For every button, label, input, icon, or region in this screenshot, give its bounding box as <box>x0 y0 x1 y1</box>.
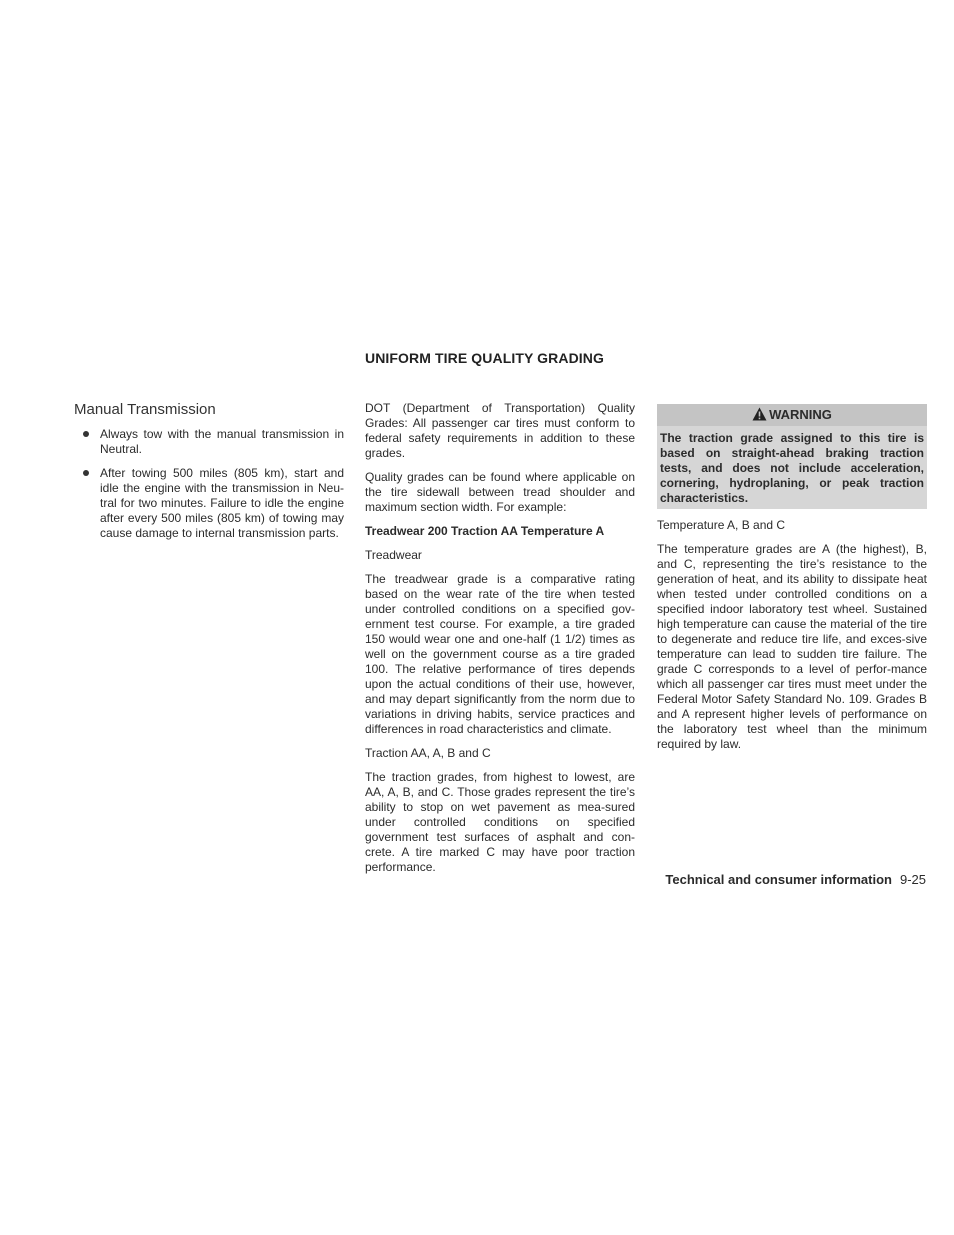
list-item-text: Always tow with the manual transmission in Neutral. <box>100 427 344 456</box>
utqg-location: Quality grades can be found where applicable on the tire sidewall between tread shoulder and maximum section width. For example: <box>365 470 635 514</box>
utqg-example: Treadwear 200 Traction AA Temperature A <box>365 524 605 538</box>
treadwear-text: The treadwear grade is a comparative rating based on the wear rate of the tire when tested under controlled conditions on a specified gov-ernment test course. For example, a tire graded 150 would wear one and one-half (1 1/2) times as well on the government course as a tire graded 100. The relative performance of tires depends upon the actual conditions of their use, however, and may depart significantly from the norm due to variations in driving habits, service practices and differences in road characteristics and climate. <box>365 572 635 736</box>
page-number: 9-25 <box>899 872 926 887</box>
utqg-intro: DOT (Department of Transportation) Quality Grades: All passenger car tires must conform to federal safety requirements in addition to these grades. <box>365 401 635 460</box>
utqg-column <box>365 401 635 884</box>
list-item-text: After towing 500 miles (805 km), start and idle the engine with the transmission in Neu-tral for two minutes. Failure to idle the engine after every 500 miles (805 km) of towing may cause damage to internal transmission parts. <box>100 466 344 540</box>
traction-text: The traction grades, from highest to lowest, are AA, A, B, and C. Those grades represent the tire’s ability to stop on wet pavement as mea-sured under controlled conditions on specified government test surfaces of asphalt and con-crete. A tire marked C may have poor traction performance. <box>365 770 635 874</box>
page-footer <box>500 872 926 888</box>
warning-title: WARNING <box>769 407 832 422</box>
bullet-icon <box>83 470 89 476</box>
temperature-column <box>657 404 927 761</box>
warning-text: The traction grade assigned to this tire is based on straight-ahead braking traction tests, and does not include acceleration, cornering, hydroplaning, or peak traction characteristics. <box>660 431 924 505</box>
footer-label: Technical and consumer information <box>665 872 892 887</box>
warning-box <box>657 404 927 509</box>
traction-title: Traction AA, A, B and C <box>365 746 491 760</box>
warning-header <box>657 404 927 426</box>
section-title: UNIFORM TIRE QUALITY GRADING <box>365 350 604 366</box>
list-item <box>74 427 344 457</box>
treadwear-title: Treadwear <box>365 548 422 562</box>
bullet-icon <box>83 431 89 437</box>
temperature-title: Temperature A, B and C <box>657 518 786 532</box>
manual-transmission-heading: Manual Transmission <box>74 401 216 418</box>
warning-triangle-icon <box>752 407 767 421</box>
manual-transmission-list <box>74 427 344 541</box>
temperature-text: The temperature grades are A (the highest), B, and C, representing the tire’s resistance to the generation of heat, and its ability to dissipate heat when tested under controlled conditions on a specified indoor laboratory test wheel. Sustained high temperature can cause the material of the tire to degenerate and reduce tire life, and exces-sive temperature can lead to sudden tire failure. The grade C corresponds to a level of perfor-mance which all passenger car tires must meet under the Federal Motor Safety Standard No. 109. Grades B and A represent higher levels of performance on the laboratory test wheel than the minimum required by law. <box>657 542 927 751</box>
manual-transmission-column <box>74 401 344 550</box>
list-item <box>74 466 344 541</box>
